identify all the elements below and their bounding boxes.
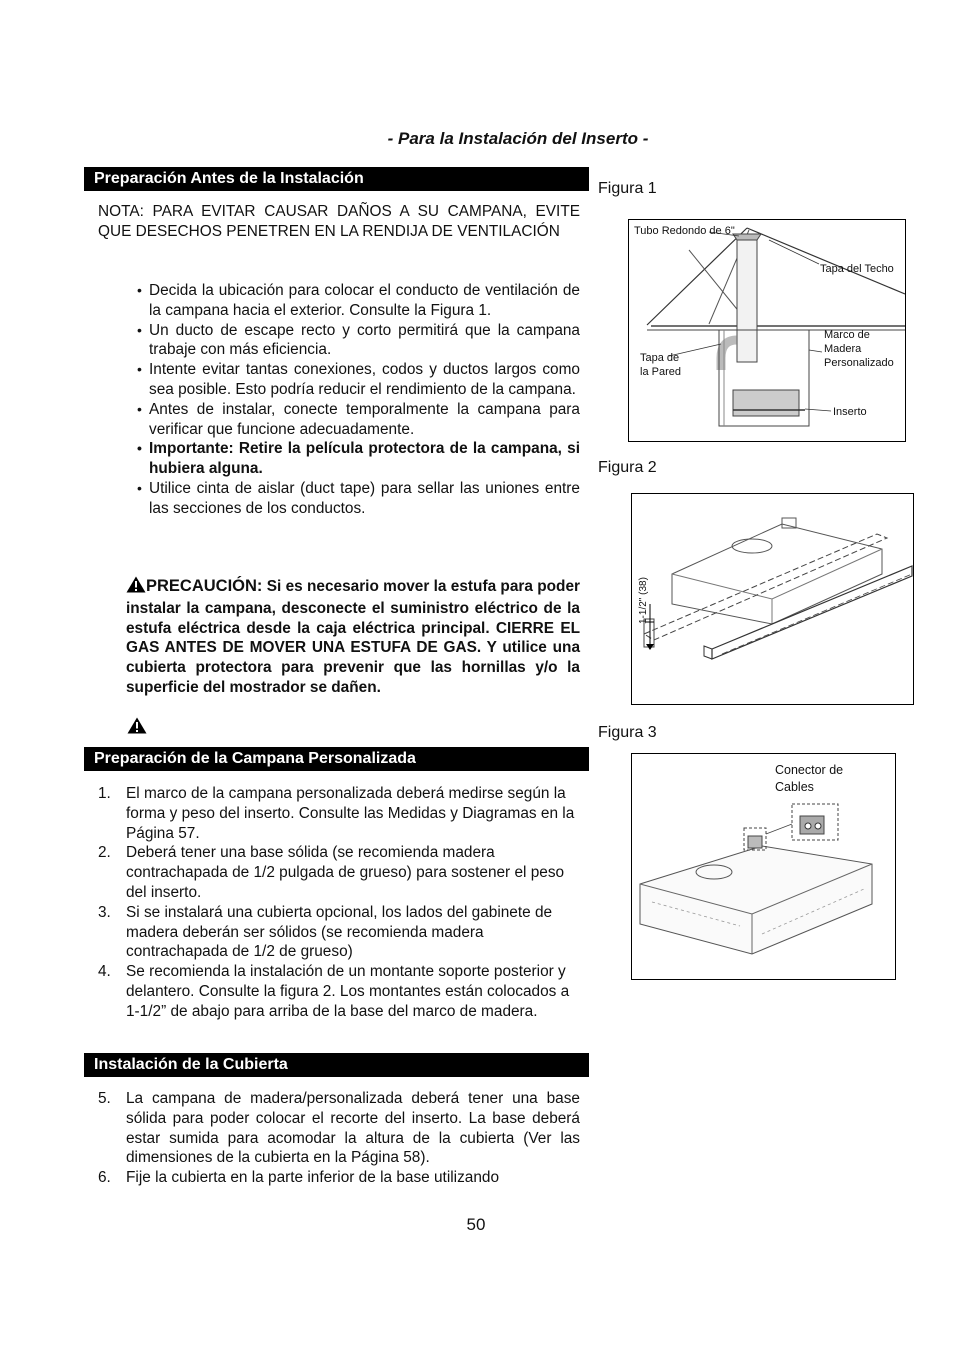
figure-2-label: Figura 2 [598, 459, 657, 476]
warning-icon [127, 717, 147, 739]
step-number: 3. [98, 903, 111, 921]
step-number: 2. [98, 844, 111, 862]
section-title: Preparación de la Campana Personalizada [94, 750, 416, 767]
callout-frame-1: Marco de [824, 329, 870, 341]
step-text: La campana de madera/personalizada deberá tener una base sólida para poder colocar el recorte del inserto. La base deberá estar sumida para acomodar la altura de la cubierta (Ver las dimensiones de la cubierta en la Página 58). [126, 1090, 580, 1167]
step-number: 5. [98, 1090, 111, 1107]
dimension-label: 1-1/2" (38) [638, 577, 649, 624]
caution-block [126, 576, 580, 698]
callout-connector-2: Cables [775, 780, 814, 794]
section-header-custom-hood [84, 747, 589, 771]
step-text: Fije la cubierta en la parte inferior de la base utilizando [126, 1169, 500, 1187]
step-number: 4. [98, 963, 111, 981]
step-text: El marco de la campana personalizada deberá medirse según la forma y peso del inserto. Consulte las Medidas y Diagramas en la Página 57. [126, 785, 575, 842]
preparation-bullet-list [135, 281, 580, 519]
section-title: Instalación de la Cubierta [94, 1056, 288, 1073]
figure-3-diagram [631, 753, 896, 980]
list-item: • Antes de instalar, conecte temporalmente la campana para verificar que funcione adecuadamente. [135, 400, 580, 440]
callout-frame-2: Madera [824, 343, 862, 355]
callout-insert: Inserto [833, 406, 867, 418]
list-item [98, 1168, 580, 1188]
section-header-preparation [84, 167, 589, 191]
list-item: • Importante: Retire la película protectora de la campana, si hubiera alguna. [135, 439, 580, 479]
callout-wall-cap-1: Tapa de [640, 352, 680, 364]
list-item: • Un ducto de escape recto y corto permitirá que la campana trabaje con más eficiencia. [135, 321, 580, 361]
warning-icon [126, 576, 146, 599]
caution-label: PRECAUCIÓN: [146, 577, 263, 595]
step-text: Deberá tener una base sólida (se recomienda madera contrachapada de 1/2 pulgada de grueso) para sostener el peso del inserto. [126, 844, 565, 901]
figure-2-diagram [631, 493, 914, 705]
figure-3-label: Figura 3 [598, 724, 657, 741]
page-subtitle: - Para la Instalación del Inserto - [387, 129, 649, 148]
page-number: 50 [466, 1215, 486, 1234]
callout-roof-cap: Tapa del Techo [820, 263, 894, 275]
step-number: 1. [98, 785, 111, 802]
list-item: • Utilice cinta de aislar (duct tape) para sellar las uniones entre las secciones de los conductos. [135, 479, 580, 519]
step-text: Se recomienda la instalación de un montante soporte posterior y delantero. Consulte la figura 2. Los montantes están colocados a 1-1/2” de abajo para arriba de la base del marco de madera. [126, 963, 570, 1020]
custom-hood-steps [98, 784, 580, 1022]
cover-install-steps [98, 1089, 580, 1188]
list-item [98, 1089, 580, 1168]
step-number: 6. [98, 1169, 111, 1187]
callout-wall-cap-2: la Pared [640, 366, 681, 378]
section-header-cover-install [84, 1053, 589, 1077]
section-title: Preparación Antes de la Instalación [94, 170, 364, 187]
figure-1-diagram [628, 219, 906, 442]
caution-text: Si es necesario mover la estufa para poder instalar la campana, desconecte el suministro eléctrico de la estufa eléctrica desde la caja eléctrica principal. CIERRE EL GAS ANTES DE MOVER UNA ESTUFA DE GAS. Y utilice una cubierta protectora para prevenir que las hornillas y/o la superficie del mostrador se dañen. [126, 578, 580, 696]
list-item: • Decida la ubicación para colocar el conducto de ventilación de la campana hacia el exterior. Consulte la Figura 1. [135, 281, 580, 321]
list-item [98, 784, 580, 843]
list-item: • Intente evitar tantas conexiones, codos y ductos largos como sea posible. Esto podría reducir el rendimiento de la campana. [135, 360, 580, 400]
note-text: NOTA: PARA EVITAR CAUSAR DAÑOS A SU CAMPANA, EVITE QUE DESECHOS PENETREN EN LA RENDIJA DE VENTILACIÓN [98, 203, 580, 240]
list-item [98, 843, 580, 902]
list-item [98, 903, 580, 962]
callout-connector-1: Conector de [775, 763, 844, 777]
callout-frame-3: Personalizado [824, 357, 894, 369]
figure-1-label: Figura 1 [598, 180, 657, 197]
list-item [98, 962, 580, 1021]
step-text: Si se instalará una cubierta opcional, los lados del gabinete de madera deberán ser sólidos (se recomienda madera contrachapada de 1/2 de grueso) [126, 903, 553, 961]
callout-round-tube: Tubo Redondo de 6" [634, 225, 735, 237]
